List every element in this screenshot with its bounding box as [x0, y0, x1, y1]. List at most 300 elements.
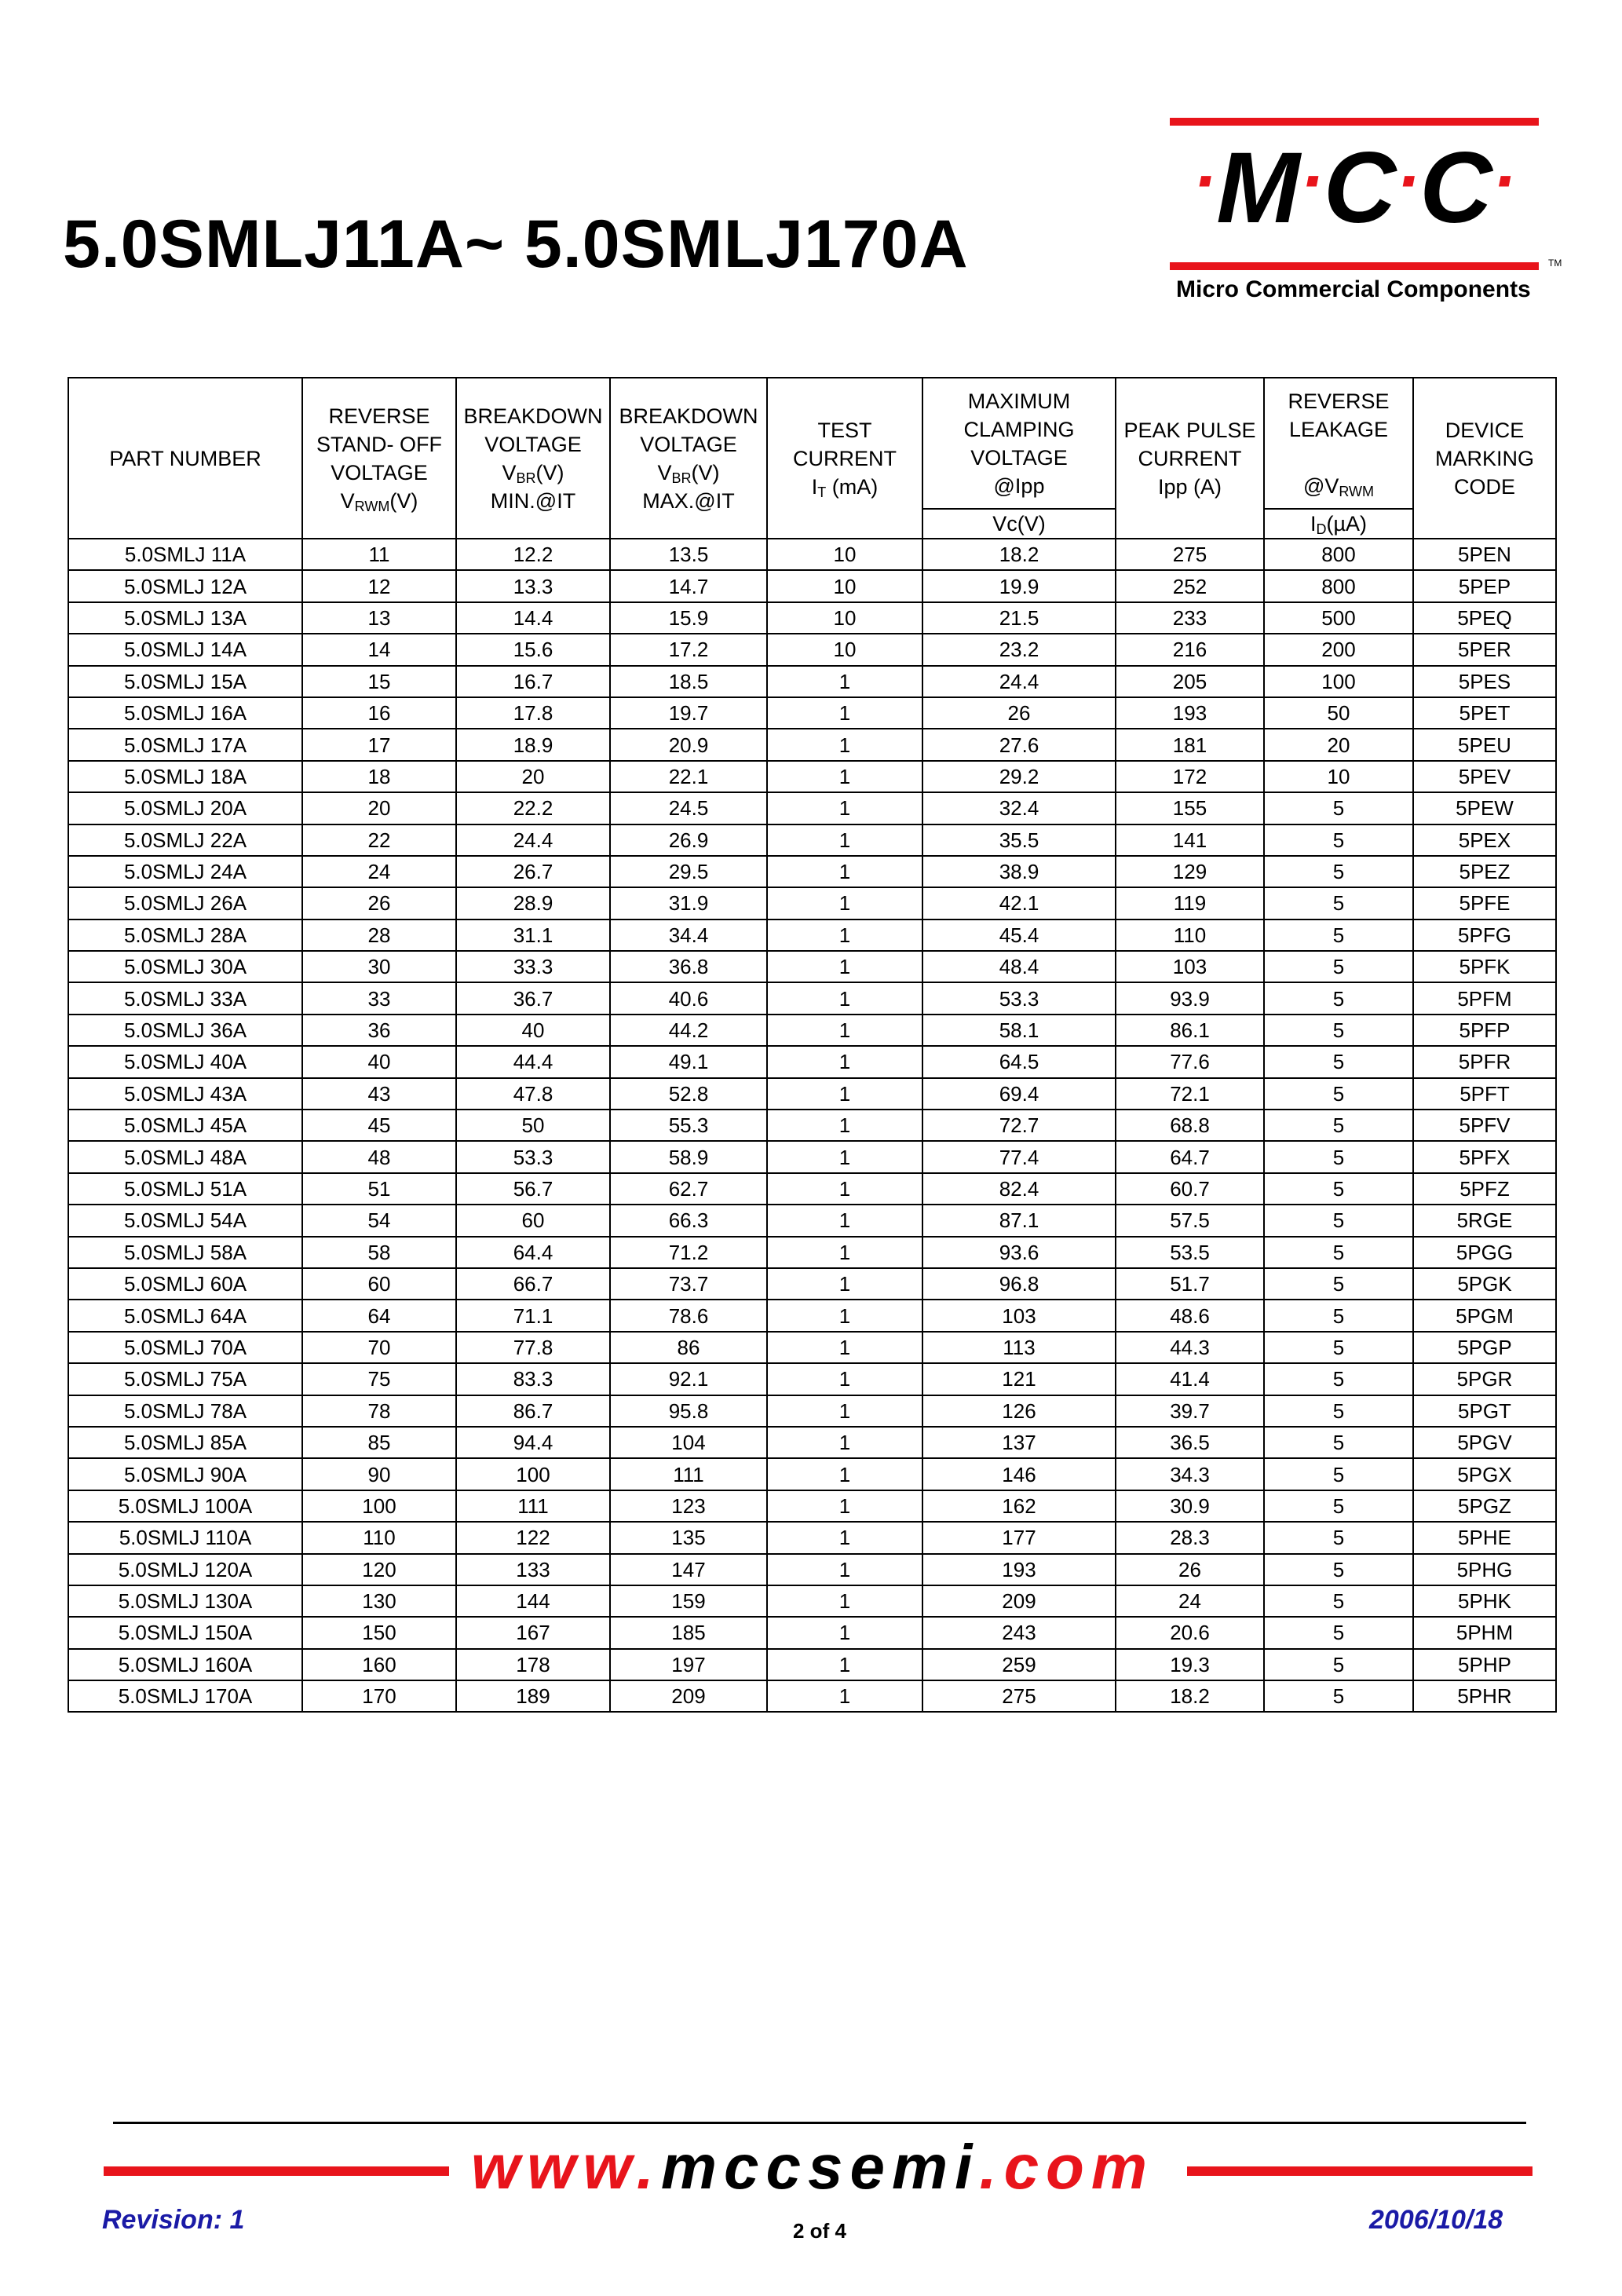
table-row	[68, 539, 1556, 570]
cell-vbr-min: 14.4	[456, 602, 610, 634]
cell-clamping-voltage: 23.2	[922, 634, 1116, 665]
cell-part-number: 5.0SMLJ 90A	[68, 1458, 302, 1490]
cell-peak-pulse-current: 36.5	[1116, 1427, 1264, 1458]
cell-vrwm: 28	[302, 919, 456, 951]
cell-peak-pulse-current: 57.5	[1116, 1205, 1264, 1236]
cell-vbr-max: 209	[610, 1680, 767, 1712]
cell-reverse-leakage: 5	[1264, 887, 1413, 919]
cell-marking-code: 5PHK	[1413, 1585, 1556, 1617]
cell-marking-code: 5PHG	[1413, 1554, 1556, 1585]
cell-clamping-voltage: 93.6	[922, 1237, 1116, 1268]
logo-mark	[1170, 132, 1539, 244]
cell-vrwm: 78	[302, 1395, 456, 1427]
cell-peak-pulse-current: 34.3	[1116, 1458, 1264, 1490]
cell-marking-code: 5RGE	[1413, 1205, 1556, 1236]
cell-part-number: 5.0SMLJ 22A	[68, 824, 302, 856]
cell-marking-code: 5PHM	[1413, 1617, 1556, 1648]
cell-test-current: 1	[767, 982, 922, 1014]
cell-clamping-voltage: 113	[922, 1332, 1116, 1363]
cell-test-current: 1	[767, 1522, 922, 1553]
cell-vbr-min: 100	[456, 1458, 610, 1490]
cell-vbr-min: 86.7	[456, 1395, 610, 1427]
table-row	[68, 1332, 1556, 1363]
cell-peak-pulse-current: 205	[1116, 666, 1264, 697]
cell-peak-pulse-current: 275	[1116, 539, 1264, 570]
cell-peak-pulse-current: 24	[1116, 1585, 1264, 1617]
cell-vbr-max: 34.4	[610, 919, 767, 951]
cell-peak-pulse-current: 48.6	[1116, 1300, 1264, 1331]
cell-vrwm: 58	[302, 1237, 456, 1268]
cell-peak-pulse-current: 64.7	[1116, 1141, 1264, 1172]
cell-test-current: 1	[767, 666, 922, 697]
cell-part-number: 5.0SMLJ 18A	[68, 761, 302, 792]
cell-vbr-max: 18.5	[610, 666, 767, 697]
cell-clamping-voltage: 19.9	[922, 570, 1116, 601]
cell-vrwm: 18	[302, 761, 456, 792]
col-header-vbr-max: BREAKDOWN VOLTAGE $V_{BR}(V)$ MAX.@IT	[610, 378, 767, 539]
cell-test-current: 1	[767, 1680, 922, 1712]
cell-marking-code: 5PEN	[1413, 539, 1556, 570]
cell-part-number: 5.0SMLJ 58A	[68, 1237, 302, 1268]
logo-dot: ·	[1396, 142, 1420, 221]
cell-clamping-voltage: 64.5	[922, 1046, 1116, 1077]
cell-vrwm: 60	[302, 1268, 456, 1300]
cell-vbr-min: 16.7	[456, 666, 610, 697]
cell-marking-code: 5PEU	[1413, 729, 1556, 760]
cell-reverse-leakage: 5	[1264, 1205, 1413, 1236]
cell-test-current: 1	[767, 1141, 922, 1172]
logo-letter-c1: C	[1323, 132, 1397, 244]
cell-vbr-min: 56.7	[456, 1173, 610, 1205]
cell-reverse-leakage: 5	[1264, 1332, 1413, 1363]
cell-part-number: 5.0SMLJ 14A	[68, 634, 302, 665]
cell-reverse-leakage: 5	[1264, 1046, 1413, 1077]
cell-vbr-min: 24.4	[456, 824, 610, 856]
cell-vrwm: 14	[302, 634, 456, 665]
cell-reverse-leakage: 5	[1264, 1363, 1413, 1395]
cell-reverse-leakage: 200	[1264, 634, 1413, 665]
cell-vbr-max: 15.9	[610, 602, 767, 634]
cell-part-number: 5.0SMLJ 120A	[68, 1554, 302, 1585]
cell-clamping-voltage: 45.4	[922, 919, 1116, 951]
cell-vbr-max: 104	[610, 1427, 767, 1458]
cell-reverse-leakage: 5	[1264, 919, 1413, 951]
cell-peak-pulse-current: 110	[1116, 919, 1264, 951]
cell-vbr-max: 44.2	[610, 1015, 767, 1046]
cell-reverse-leakage: 800	[1264, 570, 1413, 601]
cell-clamping-voltage: 48.4	[922, 951, 1116, 982]
cell-marking-code: 5PEP	[1413, 570, 1556, 601]
cell-test-current: 1	[767, 1046, 922, 1077]
col-header-peak-pulse-current: PEAK PULSE CURRENT Ipp (A)	[1116, 378, 1264, 539]
cell-vbr-min: 40	[456, 1015, 610, 1046]
cell-reverse-leakage: 5	[1264, 824, 1413, 856]
cell-test-current: 1	[767, 856, 922, 887]
table-row	[68, 1458, 1556, 1490]
cell-vrwm: 90	[302, 1458, 456, 1490]
cell-vrwm: 11	[302, 539, 456, 570]
cell-vrwm: 110	[302, 1522, 456, 1553]
cell-vrwm: 70	[302, 1332, 456, 1363]
table-row	[68, 1363, 1556, 1395]
cell-vbr-min: 83.3	[456, 1363, 610, 1395]
cell-reverse-leakage: 5	[1264, 1078, 1413, 1110]
cell-test-current: 10	[767, 539, 922, 570]
cell-peak-pulse-current: 28.3	[1116, 1522, 1264, 1553]
cell-vbr-min: 31.1	[456, 919, 610, 951]
logo-dot: ·	[1492, 142, 1516, 221]
cell-vbr-min: 26.7	[456, 856, 610, 887]
cell-clamping-voltage: 275	[922, 1680, 1116, 1712]
cell-vrwm: 24	[302, 856, 456, 887]
cell-part-number: 5.0SMLJ 30A	[68, 951, 302, 982]
cell-vrwm: 130	[302, 1585, 456, 1617]
table-row	[68, 666, 1556, 697]
website-url[interactable]: www.mccsemi.com	[470, 2132, 1155, 2202]
cell-clamping-voltage: 137	[922, 1427, 1116, 1458]
cell-vbr-min: 18.9	[456, 729, 610, 760]
cell-vrwm: 33	[302, 982, 456, 1014]
table-row	[68, 1395, 1556, 1427]
table-row	[68, 1554, 1556, 1585]
cell-vbr-min: 13.3	[456, 570, 610, 601]
cell-vbr-min: 20	[456, 761, 610, 792]
cell-clamping-voltage: 42.1	[922, 887, 1116, 919]
cell-marking-code: 5PFK	[1413, 951, 1556, 982]
cell-vrwm: 30	[302, 951, 456, 982]
cell-peak-pulse-current: 18.2	[1116, 1680, 1264, 1712]
cell-reverse-leakage: 5	[1264, 1237, 1413, 1268]
cell-marking-code: 5PEQ	[1413, 602, 1556, 634]
cell-test-current: 1	[767, 1363, 922, 1395]
cell-part-number: 5.0SMLJ 11A	[68, 539, 302, 570]
cell-vbr-max: 95.8	[610, 1395, 767, 1427]
cell-peak-pulse-current: 119	[1116, 887, 1264, 919]
cell-vbr-min: 47.8	[456, 1078, 610, 1110]
cell-vbr-max: 55.3	[610, 1110, 767, 1141]
cell-part-number: 5.0SMLJ 51A	[68, 1173, 302, 1205]
cell-vbr-min: 12.2	[456, 539, 610, 570]
cell-clamping-voltage: 69.4	[922, 1078, 1116, 1110]
cell-marking-code: 5PES	[1413, 666, 1556, 697]
cell-peak-pulse-current: 30.9	[1116, 1490, 1264, 1522]
cell-clamping-voltage: 29.2	[922, 761, 1116, 792]
cell-vbr-max: 86	[610, 1332, 767, 1363]
cell-marking-code: 5PFE	[1413, 887, 1556, 919]
cell-marking-code: 5PEZ	[1413, 856, 1556, 887]
cell-marking-code: 5PGR	[1413, 1363, 1556, 1395]
cell-marking-code: 5PGM	[1413, 1300, 1556, 1331]
col-unit-id: $I_D(\mu A)$	[1264, 509, 1413, 539]
cell-marking-code: 5PGK	[1413, 1268, 1556, 1300]
cell-vbr-min: 17.8	[456, 697, 610, 729]
cell-part-number: 5.0SMLJ 28A	[68, 919, 302, 951]
logo-letter-m: M	[1216, 132, 1300, 244]
cell-clamping-voltage: 121	[922, 1363, 1116, 1395]
cell-test-current: 1	[767, 1268, 922, 1300]
cell-clamping-voltage: 58.1	[922, 1015, 1116, 1046]
cell-vrwm: 22	[302, 824, 456, 856]
cell-vbr-max: 29.5	[610, 856, 767, 887]
page-title: 5.0SMLJ11A~ 5.0SMLJ170A	[63, 207, 969, 282]
cell-peak-pulse-current: 141	[1116, 824, 1264, 856]
cell-vbr-max: 14.7	[610, 570, 767, 601]
cell-peak-pulse-current: 68.8	[1116, 1110, 1264, 1141]
cell-part-number: 5.0SMLJ 24A	[68, 856, 302, 887]
cell-vrwm: 120	[302, 1554, 456, 1585]
col-header-clamping-voltage: MAXIMUM CLAMPING VOLTAGE @Ipp	[922, 378, 1116, 509]
cell-marking-code: 5PHP	[1413, 1649, 1556, 1680]
cell-marking-code: 5PFG	[1413, 919, 1556, 951]
cell-peak-pulse-current: 77.6	[1116, 1046, 1264, 1077]
mcc-logo	[1170, 118, 1562, 306]
table-row	[68, 729, 1556, 760]
cell-test-current: 1	[767, 1585, 922, 1617]
cell-vbr-min: 111	[456, 1490, 610, 1522]
cell-reverse-leakage: 5	[1264, 856, 1413, 887]
cell-peak-pulse-current: 103	[1116, 951, 1264, 982]
cell-vrwm: 12	[302, 570, 456, 601]
cell-vbr-max: 26.9	[610, 824, 767, 856]
cell-test-current: 1	[767, 824, 922, 856]
cell-test-current: 1	[767, 1490, 922, 1522]
cell-clamping-voltage: 146	[922, 1458, 1116, 1490]
cell-vbr-max: 24.5	[610, 792, 767, 824]
cell-marking-code: 5PFZ	[1413, 1173, 1556, 1205]
cell-vbr-min: 22.2	[456, 792, 610, 824]
cell-vrwm: 85	[302, 1427, 456, 1458]
cell-marking-code: 5PER	[1413, 634, 1556, 665]
cell-part-number: 5.0SMLJ 54A	[68, 1205, 302, 1236]
cell-test-current: 1	[767, 1427, 922, 1458]
cell-vbr-max: 92.1	[610, 1363, 767, 1395]
table-row	[68, 1046, 1556, 1077]
cell-vbr-max: 123	[610, 1490, 767, 1522]
cell-reverse-leakage: 5	[1264, 1141, 1413, 1172]
cell-test-current: 1	[767, 1110, 922, 1141]
cell-vrwm: 75	[302, 1363, 456, 1395]
cell-peak-pulse-current: 181	[1116, 729, 1264, 760]
cell-marking-code: 5PGG	[1413, 1237, 1556, 1268]
table-row	[68, 856, 1556, 887]
cell-vbr-min: 28.9	[456, 887, 610, 919]
cell-clamping-voltage: 32.4	[922, 792, 1116, 824]
trademark: TM	[1548, 258, 1562, 269]
cell-vbr-max: 17.2	[610, 634, 767, 665]
cell-part-number: 5.0SMLJ 43A	[68, 1078, 302, 1110]
cell-test-current: 1	[767, 887, 922, 919]
table-row	[68, 570, 1556, 601]
col-header-part-number: PART NUMBER	[68, 378, 302, 539]
table-row	[68, 1585, 1556, 1617]
cell-vbr-min: 94.4	[456, 1427, 610, 1458]
table-row	[68, 1680, 1556, 1712]
cell-part-number: 5.0SMLJ 70A	[68, 1332, 302, 1363]
cell-part-number: 5.0SMLJ 130A	[68, 1585, 302, 1617]
cell-reverse-leakage: 5	[1264, 1585, 1413, 1617]
cell-marking-code: 5PGP	[1413, 1332, 1556, 1363]
cell-vrwm: 45	[302, 1110, 456, 1141]
specs-table	[68, 377, 1557, 1713]
cell-marking-code: 5PGX	[1413, 1458, 1556, 1490]
cell-vrwm: 54	[302, 1205, 456, 1236]
cell-vrwm: 13	[302, 602, 456, 634]
cell-clamping-voltage: 21.5	[922, 602, 1116, 634]
cell-part-number: 5.0SMLJ 78A	[68, 1395, 302, 1427]
col-header-vrwm: REVERSE STAND- OFF VOLTAGE $V_{RWM}(V)$	[302, 378, 456, 539]
cell-part-number: 5.0SMLJ 12A	[68, 570, 302, 601]
cell-vbr-min: 77.8	[456, 1332, 610, 1363]
cell-vbr-min: 50	[456, 1110, 610, 1141]
cell-peak-pulse-current: 155	[1116, 792, 1264, 824]
cell-test-current: 1	[767, 1395, 922, 1427]
cell-test-current: 1	[767, 919, 922, 951]
col-header-reverse-leakage: REVERSE LEAKAGE $@V_{RWM}$	[1264, 378, 1413, 509]
cell-vbr-max: 73.7	[610, 1268, 767, 1300]
cell-marking-code: 5PGZ	[1413, 1490, 1556, 1522]
table-row	[68, 1427, 1556, 1458]
cell-clamping-voltage: 26	[922, 697, 1116, 729]
cell-vbr-min: 15.6	[456, 634, 610, 665]
cell-clamping-voltage: 24.4	[922, 666, 1116, 697]
col-header-vbr-min: BREAKDOWN VOLTAGE $V_{BR}(V)$ MIN.@IT	[456, 378, 610, 539]
revision-date: 2006/10/18	[1369, 2205, 1503, 2235]
cell-part-number: 5.0SMLJ 100A	[68, 1490, 302, 1522]
cell-vbr-max: 147	[610, 1554, 767, 1585]
cell-peak-pulse-current: 53.5	[1116, 1237, 1264, 1268]
cell-vbr-min: 167	[456, 1617, 610, 1648]
cell-part-number: 5.0SMLJ 16A	[68, 697, 302, 729]
cell-marking-code: 5PEW	[1413, 792, 1556, 824]
cell-reverse-leakage: 5	[1264, 982, 1413, 1014]
cell-test-current: 1	[767, 951, 922, 982]
cell-clamping-voltage: 126	[922, 1395, 1116, 1427]
cell-clamping-voltage: 259	[922, 1649, 1116, 1680]
cell-vbr-min: 144	[456, 1585, 610, 1617]
logo-letter-c2: C	[1419, 132, 1492, 244]
cell-test-current: 1	[767, 1015, 922, 1046]
cell-test-current: 1	[767, 1649, 922, 1680]
cell-marking-code: 5PGV	[1413, 1427, 1556, 1458]
cell-part-number: 5.0SMLJ 85A	[68, 1427, 302, 1458]
table-row	[68, 1522, 1556, 1553]
cell-part-number: 5.0SMLJ 33A	[68, 982, 302, 1014]
cell-vbr-max: 66.3	[610, 1205, 767, 1236]
cell-vbr-max: 19.7	[610, 697, 767, 729]
cell-vrwm: 100	[302, 1490, 456, 1522]
cell-part-number: 5.0SMLJ 45A	[68, 1110, 302, 1141]
specs-table-body	[68, 539, 1556, 1712]
cell-clamping-voltage: 103	[922, 1300, 1116, 1331]
table-row	[68, 602, 1556, 634]
cell-vrwm: 20	[302, 792, 456, 824]
cell-vrwm: 15	[302, 666, 456, 697]
table-row	[68, 982, 1556, 1014]
cell-reverse-leakage: 5	[1264, 1110, 1413, 1141]
cell-reverse-leakage: 10	[1264, 761, 1413, 792]
cell-reverse-leakage: 5	[1264, 792, 1413, 824]
table-row	[68, 761, 1556, 792]
cell-reverse-leakage: 500	[1264, 602, 1413, 634]
cell-test-current: 1	[767, 1617, 922, 1648]
cell-peak-pulse-current: 20.6	[1116, 1617, 1264, 1648]
page-number: 2 of 4	[793, 2219, 846, 2243]
table-row	[68, 1268, 1556, 1300]
cell-peak-pulse-current: 51.7	[1116, 1268, 1264, 1300]
table-row	[68, 919, 1556, 951]
cell-vbr-max: 135	[610, 1522, 767, 1553]
cell-vbr-max: 62.7	[610, 1173, 767, 1205]
col-unit-vc: Vc(V)	[922, 509, 1116, 539]
footer-red-bar-right	[1187, 2166, 1532, 2176]
cell-test-current: 10	[767, 634, 922, 665]
cell-vbr-min: 44.4	[456, 1046, 610, 1077]
cell-vbr-max: 159	[610, 1585, 767, 1617]
logo-bottom-bar	[1170, 262, 1539, 270]
footer-divider	[113, 2122, 1526, 2124]
cell-vrwm: 16	[302, 697, 456, 729]
cell-reverse-leakage: 5	[1264, 1649, 1413, 1680]
cell-test-current: 1	[767, 761, 922, 792]
table-row	[68, 1617, 1556, 1648]
cell-test-current: 1	[767, 1078, 922, 1110]
cell-reverse-leakage: 5	[1264, 1427, 1413, 1458]
table-row	[68, 1490, 1556, 1522]
cell-test-current: 1	[767, 1237, 922, 1268]
cell-vbr-max: 13.5	[610, 539, 767, 570]
cell-vbr-max: 58.9	[610, 1141, 767, 1172]
cell-vbr-min: 33.3	[456, 951, 610, 982]
cell-reverse-leakage: 5	[1264, 951, 1413, 982]
cell-clamping-voltage: 77.4	[922, 1141, 1116, 1172]
cell-marking-code: 5PEV	[1413, 761, 1556, 792]
cell-part-number: 5.0SMLJ 20A	[68, 792, 302, 824]
cell-part-number: 5.0SMLJ 150A	[68, 1617, 302, 1648]
table-row	[68, 1237, 1556, 1268]
cell-marking-code: 5PGT	[1413, 1395, 1556, 1427]
cell-peak-pulse-current: 41.4	[1116, 1363, 1264, 1395]
revision-label: Revision: 1	[102, 2205, 245, 2235]
cell-vrwm: 160	[302, 1649, 456, 1680]
cell-vbr-min: 36.7	[456, 982, 610, 1014]
cell-marking-code: 5PFX	[1413, 1141, 1556, 1172]
footer-red-bar-left	[104, 2166, 449, 2176]
table-row	[68, 1205, 1556, 1236]
cell-peak-pulse-current: 129	[1116, 856, 1264, 887]
cell-clamping-voltage: 209	[922, 1585, 1116, 1617]
cell-clamping-voltage: 87.1	[922, 1205, 1116, 1236]
cell-vrwm: 51	[302, 1173, 456, 1205]
cell-marking-code: 5PFT	[1413, 1078, 1556, 1110]
cell-vrwm: 48	[302, 1141, 456, 1172]
cell-vbr-min: 133	[456, 1554, 610, 1585]
table-row	[68, 887, 1556, 919]
cell-reverse-leakage: 20	[1264, 729, 1413, 760]
cell-peak-pulse-current: 252	[1116, 570, 1264, 601]
cell-part-number: 5.0SMLJ 170A	[68, 1680, 302, 1712]
table-row	[68, 1078, 1556, 1110]
cell-reverse-leakage: 5	[1264, 1680, 1413, 1712]
cell-vbr-min: 189	[456, 1680, 610, 1712]
cell-test-current: 1	[767, 1458, 922, 1490]
cell-vrwm: 40	[302, 1046, 456, 1077]
cell-vbr-min: 71.1	[456, 1300, 610, 1331]
table-row	[68, 951, 1556, 982]
col-header-marking-code: DEVICE MARKING CODE	[1413, 378, 1556, 539]
cell-part-number: 5.0SMLJ 160A	[68, 1649, 302, 1680]
cell-clamping-voltage: 18.2	[922, 539, 1116, 570]
cell-clamping-voltage: 162	[922, 1490, 1116, 1522]
